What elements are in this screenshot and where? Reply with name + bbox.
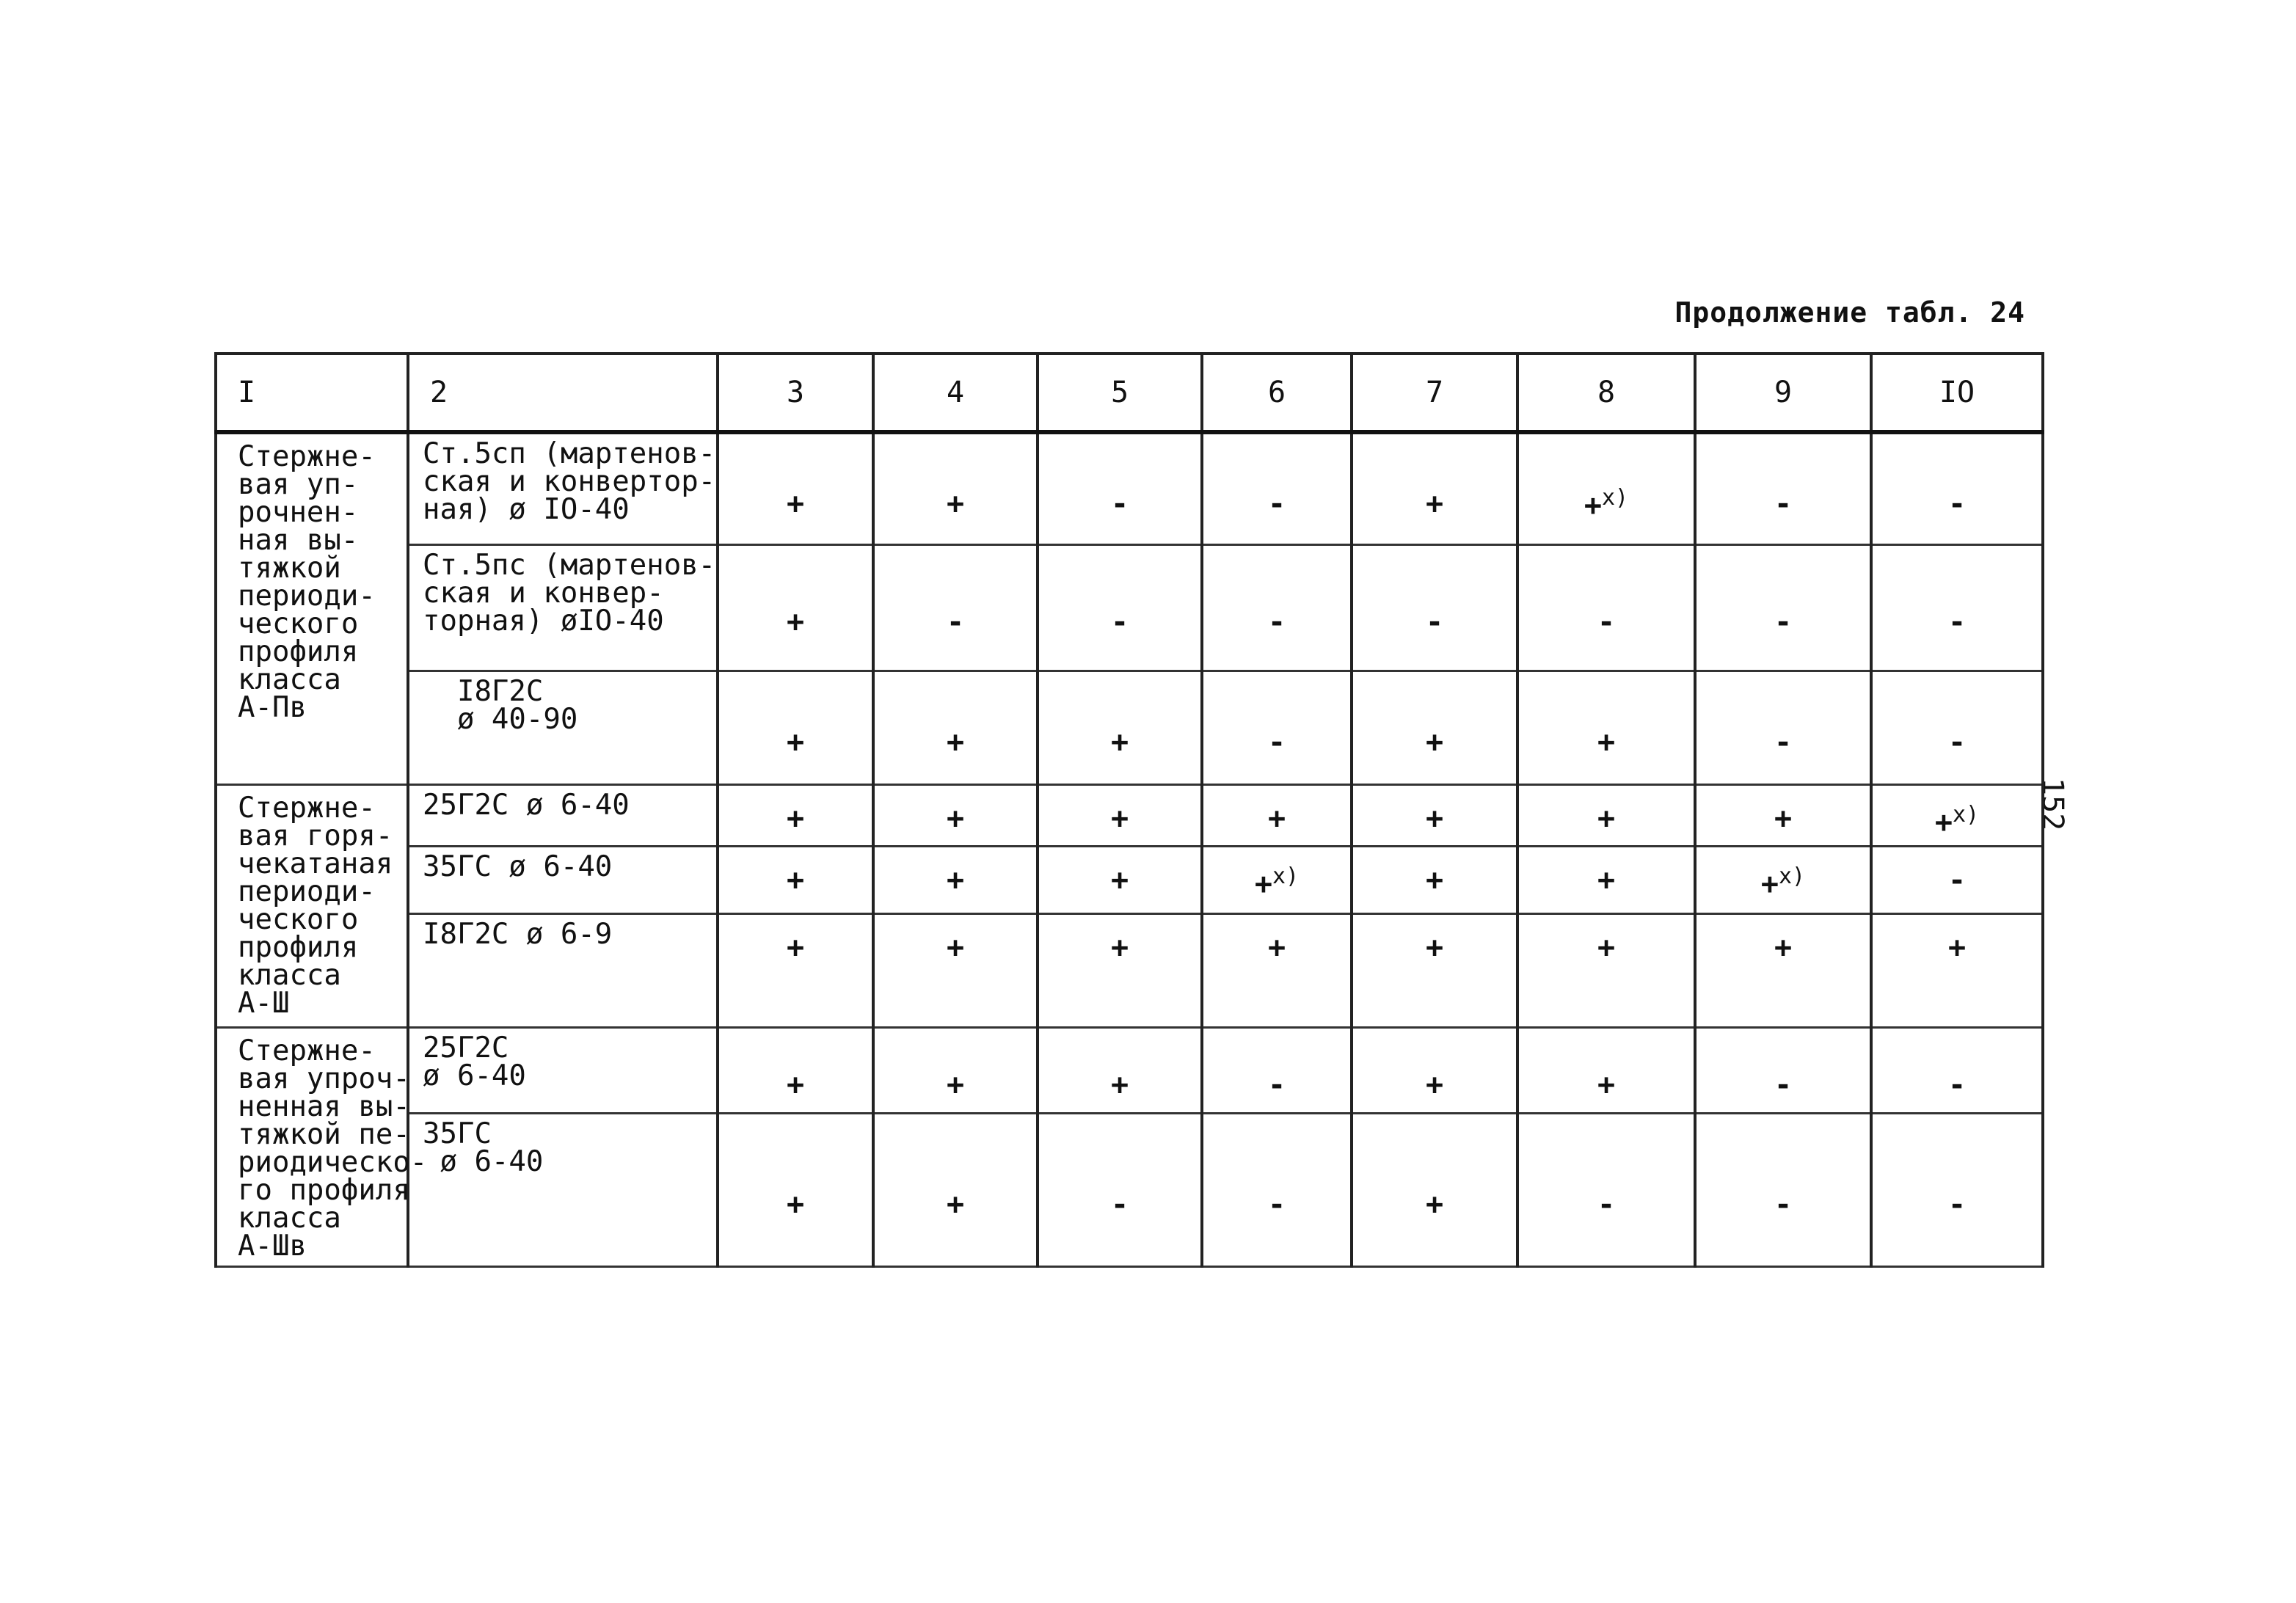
suitability-mark: - (1110, 486, 1129, 521)
suitability-mark: + (1934, 806, 1953, 840)
suitability-mark-cell (1038, 1113, 1202, 1266)
suitability-mark-cell (1352, 432, 1517, 544)
steel-grade-cell: 25Г2С ø 6-40 (408, 1028, 718, 1114)
suitability-mark-cell (1038, 913, 1202, 1027)
suitability-mark-cell (1352, 1028, 1517, 1114)
column-header-9: 9 (1695, 354, 1871, 432)
suitability-mark-cell (1038, 432, 1202, 544)
footnote-mark: x) (1601, 484, 1629, 511)
suitability-mark-cell (1038, 671, 1202, 784)
suitability-mark: + (1774, 801, 1793, 836)
column-header-7: 7 (1352, 354, 1517, 432)
suitability-mark: + (786, 486, 805, 521)
suitability-mark: + (946, 930, 965, 965)
suitability-mark-cell (718, 671, 873, 784)
suitability-mark-cell (1695, 432, 1871, 544)
suitability-mark-cell (1038, 784, 1202, 846)
suitability-mark: - (1947, 725, 1967, 759)
footnote-mark: x) (1952, 801, 1980, 828)
suitability-mark: + (946, 1067, 965, 1102)
suitability-mark: + (1267, 930, 1286, 965)
reinforcement-class-cell: Стержне- вая горя- чекатаная периоди- ческого профиля класса А-Ш (216, 784, 408, 1027)
steel-grade-cell: 35ГС ø 6-40 (408, 1113, 718, 1266)
column-header-4: 4 (873, 354, 1038, 432)
suitability-mark: + (1110, 725, 1129, 759)
table-row (216, 1028, 2043, 1114)
table-row (216, 545, 2043, 671)
suitability-mark-cell (1695, 545, 1871, 671)
suitability-mark-cell (1695, 846, 1871, 913)
table-row (216, 846, 2043, 913)
suitability-mark-cell (1517, 846, 1695, 913)
suitability-mark-cell (873, 545, 1038, 671)
suitability-mark: + (1110, 801, 1129, 836)
suitability-mark: + (786, 1067, 805, 1102)
suitability-mark: + (1947, 930, 1967, 965)
suitability-mark: + (1597, 1067, 1616, 1102)
suitability-mark-cell (1202, 913, 1352, 1027)
suitability-mark: - (1267, 725, 1286, 759)
suitability-mark: + (946, 801, 965, 836)
suitability-mark: + (1425, 863, 1444, 897)
suitability-mark: - (1774, 486, 1793, 521)
footnote-mark: x) (1778, 863, 1806, 889)
suitability-mark: + (1425, 1187, 1444, 1222)
suitability-mark: - (1597, 1187, 1616, 1222)
suitability-mark-cell (718, 1028, 873, 1114)
suitability-mark-cell (1695, 671, 1871, 784)
suitability-mark: - (1947, 486, 1967, 521)
suitability-mark: + (1425, 1067, 1444, 1102)
suitability-mark-cell (1202, 432, 1352, 544)
suitability-mark: + (1110, 863, 1129, 897)
suitability-mark-cell (1202, 1028, 1352, 1114)
suitability-mark-cell (1871, 1113, 2043, 1266)
suitability-mark: + (1774, 930, 1793, 965)
suitability-mark: + (1425, 725, 1444, 759)
suitability-mark: + (1597, 725, 1616, 759)
suitability-mark-cell (1871, 432, 2043, 544)
suitability-mark: + (946, 486, 965, 521)
suitability-mark: - (1110, 605, 1129, 640)
suitability-mark-cell (718, 432, 873, 544)
table-row (216, 1113, 2043, 1266)
suitability-mark-cell (1871, 913, 2043, 1027)
steel-grade-cell: I8Г2С ø 6-9 (408, 913, 718, 1027)
suitability-mark-cell (1695, 1028, 1871, 1114)
table-header-row (216, 354, 2043, 432)
suitability-mark: + (786, 605, 805, 640)
table-caption: Продолжение табл. 24 (1674, 296, 2025, 329)
suitability-mark-cell (1695, 784, 1871, 846)
suitability-mark: - (1947, 605, 1967, 640)
suitability-mark: + (946, 1187, 965, 1222)
footnote-mark: x) (1272, 863, 1300, 889)
column-header-1: I (216, 354, 408, 432)
suitability-mark-cell (873, 1028, 1038, 1114)
suitability-mark: - (1267, 605, 1286, 640)
suitability-mark: + (786, 725, 805, 759)
page-number: 152 (2036, 778, 2069, 831)
suitability-mark: + (786, 801, 805, 836)
suitability-mark: - (1267, 1187, 1286, 1222)
suitability-mark: - (1774, 725, 1793, 759)
suitability-mark-cell (1352, 846, 1517, 913)
suitability-mark-cell (718, 913, 873, 1027)
suitability-mark-cell (1352, 913, 1517, 1027)
table-row (216, 432, 2043, 544)
suitability-mark-cell (1202, 545, 1352, 671)
suitability-mark: + (1425, 930, 1444, 965)
suitability-mark: + (1267, 801, 1286, 836)
suitability-mark: + (1597, 930, 1616, 965)
suitability-mark-cell (1871, 846, 2043, 913)
suitability-mark-cell (1517, 784, 1695, 846)
suitability-mark-cell (1202, 1113, 1352, 1266)
reinforcement-class-cell: Стержне- вая уп- рочнен- ная вы- тяжкой периоди- ческого профиля класса А-Пв (216, 432, 408, 784)
table-row (216, 784, 2043, 846)
suitability-mark-cell (1352, 545, 1517, 671)
suitability-mark-cell (1352, 671, 1517, 784)
suitability-mark: - (1947, 863, 1967, 897)
suitability-mark: - (1947, 1067, 1967, 1102)
suitability-mark: + (1425, 486, 1444, 521)
suitability-mark: - (1267, 1067, 1286, 1102)
column-header-6: 6 (1202, 354, 1352, 432)
suitability-mark-cell (1517, 545, 1695, 671)
suitability-mark-cell (1517, 432, 1695, 544)
suitability-mark-cell (1352, 784, 1517, 846)
suitability-mark-cell (873, 913, 1038, 1027)
reinforcement-class-cell: Стержне- вая упроч- ненная вы- тяжкой пе- риодическо- го профиля класса А-Шв (216, 1028, 408, 1267)
suitability-mark-cell (1352, 1113, 1517, 1266)
suitability-mark: - (946, 605, 965, 640)
suitability-mark-cell (718, 1113, 873, 1266)
suitability-mark: - (1774, 605, 1793, 640)
column-header-3: 3 (718, 354, 873, 432)
suitability-mark: - (1267, 486, 1286, 521)
suitability-mark: + (1254, 867, 1272, 902)
steel-grade-cell: 35ГС ø 6-40 (408, 846, 718, 913)
suitability-mark: - (1110, 1187, 1129, 1222)
steel-grade-cell: I8Г2С ø 40-90 (408, 671, 718, 784)
suitability-mark-cell (1517, 913, 1695, 1027)
suitability-mark-cell (1871, 1028, 2043, 1114)
suitability-mark-cell (1871, 545, 2043, 671)
suitability-mark-cell (1695, 1113, 1871, 1266)
suitability-mark-cell (1695, 913, 1871, 1027)
suitability-mark: - (1597, 605, 1616, 640)
suitability-mark: - (1774, 1067, 1793, 1102)
suitability-mark-cell (1038, 846, 1202, 913)
steel-grade-cell: Ст.5пс (мартенов- ская и конвер- торная) øIO-40 (408, 545, 718, 671)
suitability-mark: + (786, 1187, 805, 1222)
suitability-mark: + (1760, 867, 1779, 902)
suitability-mark: + (1110, 1067, 1129, 1102)
column-header-2: 2 (408, 354, 718, 432)
suitability-mark-cell (873, 784, 1038, 846)
column-header-10: IO (1871, 354, 2043, 432)
suitability-mark: - (1947, 1187, 1967, 1222)
suitability-mark-cell (873, 846, 1038, 913)
suitability-mark-cell (1038, 545, 1202, 671)
suitability-mark: + (1110, 930, 1129, 965)
suitability-mark: + (1583, 489, 1602, 523)
suitability-mark-cell (1202, 784, 1352, 846)
table-row (216, 913, 2043, 1027)
suitability-mark: - (1774, 1187, 1793, 1222)
suitability-mark: + (1425, 801, 1444, 836)
suitability-mark-cell (1517, 671, 1695, 784)
suitability-mark-cell (1517, 1113, 1695, 1266)
steel-grade-cell: 25Г2С ø 6-40 (408, 784, 718, 846)
suitability-mark: + (786, 863, 805, 897)
suitability-mark: - (1425, 605, 1444, 640)
suitability-mark-cell (718, 846, 873, 913)
suitability-mark-cell (1202, 671, 1352, 784)
suitability-mark-cell (718, 545, 873, 671)
table-row (216, 671, 2043, 784)
suitability-mark-cell (718, 784, 873, 846)
column-header-8: 8 (1517, 354, 1695, 432)
suitability-mark: + (946, 725, 965, 759)
steel-grade-cell: Ст.5сп (мартенов- ская и конвертор- ная) ø IO-40 (408, 432, 718, 544)
suitability-mark: + (1597, 863, 1616, 897)
suitability-mark-cell (873, 1113, 1038, 1266)
suitability-mark-cell (1871, 671, 2043, 784)
suitability-mark-cell (1038, 1028, 1202, 1114)
suitability-mark: + (786, 930, 805, 965)
suitability-mark-cell (873, 432, 1038, 544)
suitability-mark-cell (873, 671, 1038, 784)
suitability-mark-cell (1871, 784, 2043, 846)
specification-table (214, 352, 2044, 1268)
suitability-mark-cell (1202, 846, 1352, 913)
suitability-mark: + (946, 863, 965, 897)
suitability-mark-cell (1517, 1028, 1695, 1114)
suitability-mark: + (1597, 801, 1616, 836)
column-header-5: 5 (1038, 354, 1202, 432)
